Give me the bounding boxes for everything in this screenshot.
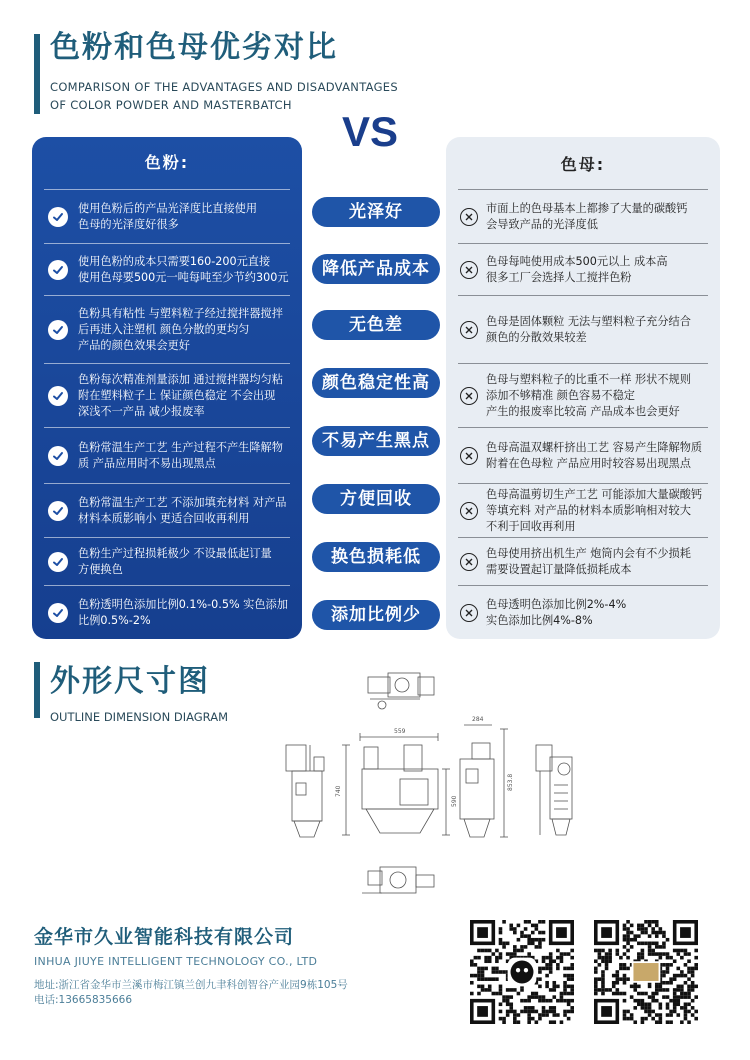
x-circle-icon: [460, 502, 478, 520]
item-text: 色粉具有粘性 与塑料粒子经过搅拌器搅拌 后再进入注塑机 颜色分散的更均匀 产品的颜色效果会更好: [78, 306, 283, 352]
check-circle-icon: [48, 603, 68, 623]
powder-item: [44, 363, 290, 427]
masterbatch-item: [458, 427, 708, 483]
item-text: 色粉生产过程损耗极少 不设最低起订量 方便换色: [78, 546, 272, 576]
masterbatch-item: [458, 295, 708, 363]
advantage-pill: 光泽好: [312, 197, 440, 227]
subtitle-line-1: COMPARISON OF THE ADVANTAGES AND DISADVANTAGES: [50, 80, 398, 94]
side-view-drawing: [460, 725, 508, 837]
dim-height-left: 740: [335, 785, 342, 797]
check-circle-icon: [48, 386, 68, 406]
outline-subtitle: OUTLINE DIMENSION DIAGRAM: [50, 710, 228, 724]
powder-item: [44, 585, 290, 639]
company-phone: 电话:13665835666: [34, 994, 133, 1006]
right-side-view-drawing: [536, 745, 572, 835]
subtitle-line-2: OF COLOR POWDER AND MASTERBATCH: [50, 98, 292, 112]
masterbatch-item: [458, 243, 708, 295]
masterbatch-heading: 色母:: [560, 155, 606, 174]
x-circle-icon: [460, 604, 478, 622]
masterbatch-panel: [446, 137, 720, 639]
color-powder-heading: 色粉:: [144, 153, 190, 172]
item-text: 色母与塑料粒子的比重不一样 形状不规则 添加不够精准 颜色容易不稳定 产生的报废率比较高 产品成本也会更好: [486, 372, 691, 418]
item-text: 使用色粉后的产品光泽度比直接使用 色母的光泽度好很多: [78, 201, 258, 231]
bottom-view-drawing: [362, 867, 434, 893]
front-view-drawing: [342, 733, 450, 835]
masterbatch-item: [458, 483, 708, 537]
page-title: 色粉和色母优劣对比: [50, 30, 338, 65]
left-side-view-drawing: [286, 745, 324, 837]
advantage-pill: 无色差: [312, 310, 440, 340]
x-circle-icon: [460, 387, 478, 405]
dim-height-side: 853.8: [507, 773, 514, 791]
title-accent-bar: [34, 34, 40, 114]
item-text: 色母透明色添加比例2%-4% 实色添加比例4%-8%: [486, 597, 627, 627]
item-text: 色母高温双螺杆挤出工艺 容易产生降解物质 附着在色母粒 产品应用时较容易出现黑点: [486, 440, 703, 470]
x-circle-icon: [460, 208, 478, 226]
advantage-pill: 方便回收: [312, 484, 440, 514]
item-text: 色粉常温生产工艺 生产过程不产生降解物 质 产品应用时不易出现黑点: [78, 440, 283, 470]
item-text: 色粉透明色添加比例0.1%-0.5% 实色添加 比例0.5%-2%: [78, 597, 288, 627]
company-address: 地址:浙江省金华市兰溪市梅江镇兰创九聿科创智谷产业园9栋105号: [34, 979, 348, 991]
website-qr-code-icon: [594, 920, 698, 1024]
check-circle-icon: [48, 501, 68, 521]
outline-title: 外形尺寸图: [50, 664, 210, 699]
dim-height-mid: 590: [451, 795, 458, 807]
powder-item: [44, 189, 290, 243]
item-text: 色母每吨使用成本500元以上 成本高 很多工厂会选择人工搅拌色粉: [486, 254, 668, 284]
x-circle-icon: [460, 321, 478, 339]
company-name-en: INHUA JIUYE INTELLIGENT TECHNOLOGY CO., LTD: [34, 955, 318, 968]
company-name-cn: 金华市久业智能科技有限公司: [34, 926, 295, 948]
advantage-pill: 添加比例少: [312, 600, 440, 630]
masterbatch-item: [458, 363, 708, 427]
x-circle-icon: [460, 447, 478, 465]
title-block: [34, 28, 398, 114]
company-info: [34, 922, 348, 1008]
top-view-drawing: [368, 673, 434, 709]
check-circle-icon: [48, 260, 68, 280]
check-circle-icon: [48, 552, 68, 572]
x-circle-icon: [460, 553, 478, 571]
item-text: 色母是固体颗粒 无法与塑料粒子充分结合 颜色的分散效果较差: [486, 314, 691, 344]
item-text: 色粉常温生产工艺 不添加填充材料 对产品 材料本质影响小 更适合回收再利用: [78, 495, 287, 525]
check-circle-icon: [48, 320, 68, 340]
company-contact: [34, 978, 348, 1008]
item-text: 市面上的色母基本上都掺了大量的碳酸钙 会导致产品的光泽度低: [486, 201, 688, 231]
vs-label: VS: [341, 108, 399, 155]
x-circle-icon: [460, 261, 478, 279]
color-powder-panel: [32, 137, 302, 639]
advantage-pill: 颜色稳定性高: [312, 368, 440, 398]
powder-item: [44, 243, 290, 295]
advantage-pill: 不易产生黑点: [312, 426, 440, 456]
section-accent-bar: [34, 662, 40, 718]
masterbatch-item: [458, 537, 708, 585]
item-text: 使用色粉的成本只需要160-200元直接 使用色母要500元一吨每吨至少节约300元: [78, 254, 289, 284]
item-text: 色母使用挤出机生产 炮筒内会有不少损耗 需要设置起订量降低损耗成本: [486, 546, 691, 576]
check-circle-icon: [48, 446, 68, 466]
masterbatch-item: [458, 585, 708, 639]
outline-dimension-drawing: [270, 665, 610, 905]
powder-item: [44, 483, 290, 537]
powder-item: [44, 537, 290, 585]
advantage-pill: 换色损耗低: [312, 542, 440, 572]
advantage-pill: 降低产品成本: [312, 254, 440, 284]
wechat-qr-code-icon: [470, 920, 574, 1024]
outline-section-title: [34, 662, 228, 724]
item-text: 色母高温剪切生产工艺 可能添加大量碳酸钙 等填充料 对产品的材料本质影响相对较大 不利于回收再利用: [486, 487, 703, 533]
masterbatch-item: [458, 189, 708, 243]
powder-item: [44, 427, 290, 483]
powder-item: [44, 295, 290, 363]
dim-width-side: 284: [472, 716, 484, 723]
item-text: 色粉每次精准剂量添加 通过搅拌器均匀粘 附在塑料粒子上 保证颜色稳定 不会出现 深浅不一产品 减少报废率: [78, 372, 283, 418]
check-circle-icon: [48, 207, 68, 227]
dim-width-top: 559: [394, 728, 406, 735]
